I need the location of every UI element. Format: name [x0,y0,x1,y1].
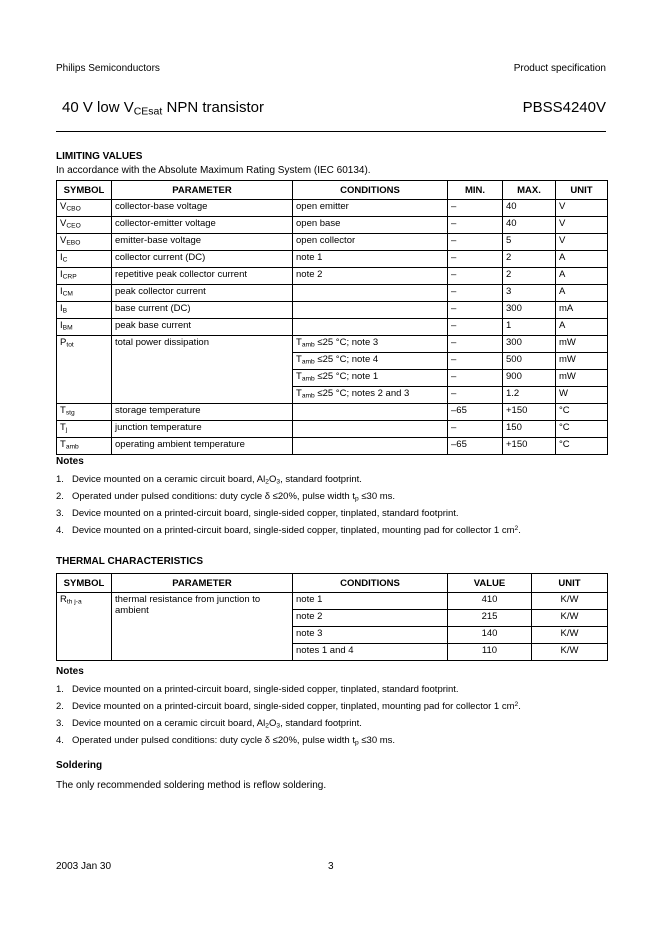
table-row [57,302,608,319]
symbol-cell [57,404,112,421]
parameter-cell: repetitive peak collector current [112,268,293,285]
limiting-values-table [56,180,608,455]
note-item [56,508,607,518]
symbol-subscript: stg [65,409,75,417]
max-cell: 1.2 [503,387,556,404]
table-row [57,200,608,217]
note-number: 4. [56,735,64,746]
note-subscript: 2 [265,722,269,730]
note-number: 1. [56,684,64,695]
soldering-heading: Soldering [56,760,103,771]
symbol-subscript: CBO [66,205,81,213]
conditions-cell [293,438,448,455]
conditions-cell [293,370,448,387]
table-row [57,319,608,336]
note-text: . [518,701,521,712]
min-cell: – [448,370,503,387]
conditions-cell: note 3 [293,627,448,644]
max-cell: 2 [503,251,556,268]
conditions-cell: notes 1 and 4 [293,644,448,661]
thermal-table [56,573,608,661]
parameter-cell: emitter-base voltage [112,234,293,251]
unit-cell: V [556,200,608,217]
symbol-subscript: j [65,426,68,434]
conditions-cell [293,302,448,319]
notes-section-2 [56,666,607,752]
parameter-cell: storage temperature [112,404,293,421]
parameter-cell: collector-base voltage [112,200,293,217]
conditions-cell [293,387,448,404]
symbol-letter: V [60,201,67,212]
unit-cell: °C [556,404,608,421]
footer-date: 2003 Jan 30 [56,861,112,872]
symbol-letter: I [60,286,63,297]
max-cell: 5 [503,234,556,251]
conditions-cell: open emitter [293,200,448,217]
notes-title: Notes [56,666,84,677]
condition-symbol: T [296,371,302,382]
note-item [56,684,607,694]
note-text: Device mounted on a printed-circuit board, single-sided copper, tinplated, standard footprint. [72,508,459,519]
note-item [56,491,607,501]
notes-section-1 [56,456,607,542]
unit-cell: K/W [532,610,608,627]
conditions-cell: note 2 [293,610,448,627]
table-row [57,217,608,234]
symbol-letter: I [60,269,63,280]
condition-text: ≤25 °C; note 3 [314,337,379,348]
document-type: Product specification [513,63,606,74]
parameter-cell: operating ambient temperature [112,438,293,455]
note-text: Device mounted on a printed-circuit board, single-sided copper, tinplated, mounting pad for collector 1 cm [72,525,515,536]
unit-cell: A [556,319,608,336]
condition-text: ≤25 °C; notes 2 and 3 [314,388,410,399]
min-cell: – [448,353,503,370]
max-cell: 1 [503,319,556,336]
symbol-subscript: CRP [62,273,77,281]
max-cell: +150 [503,404,556,421]
table-row [57,336,608,353]
symbol-letter: V [60,218,67,229]
note-item [56,718,607,728]
note-superscript: 2 [514,701,519,709]
symbol-subscript: BM [62,324,73,332]
note-subscript: p [355,495,359,503]
unit-cell: mA [556,302,608,319]
symbol-subscript: amb [65,443,79,451]
note-item [56,525,607,535]
min-cell: – [448,217,503,234]
max-cell: 300 [503,336,556,353]
unit-cell: W [556,387,608,404]
unit-cell: A [556,251,608,268]
note-number: 2. [56,701,64,712]
conditions-cell [293,319,448,336]
condition-symbol: T [296,388,302,399]
note-number: 2. [56,491,64,502]
column-header: SYMBOL [57,181,112,200]
min-cell: – [448,200,503,217]
min-cell: – [448,251,503,268]
note-text: ≤30 ms. [358,735,396,746]
note-text: Device mounted on a printed-circuit board, single-sided copper, tinplated, mounting pad for collector 1 cm [72,701,515,712]
condition-subscript: amb [301,341,315,349]
max-cell: 900 [503,370,556,387]
symbol-cell [57,217,112,234]
limiting-values-heading: LIMITING VALUES [56,151,143,162]
symbol-subscript: C [62,256,68,264]
symbol-letter: I [60,252,63,263]
min-cell: – [448,268,503,285]
column-header: MIN. [448,181,503,200]
symbol-letter: I [60,320,63,331]
unit-cell: A [556,285,608,302]
conditions-cell: note 1 [293,593,448,610]
column-header: VALUE [448,574,532,593]
symbol-letter: V [60,235,67,246]
symbol-subscript: CM [62,290,73,298]
parameter-cell: collector-emitter voltage [112,217,293,234]
symbol-cell [57,336,112,404]
condition-subscript: amb [301,375,315,383]
max-cell: 150 [503,421,556,438]
column-header: PARAMETER [112,181,293,200]
unit-cell: A [556,268,608,285]
symbol-subscript: EBO [66,239,81,247]
symbol-subscript: CEO [66,222,81,230]
condition-symbol: T [296,337,302,348]
value-cell: 140 [448,627,532,644]
company-name: Philips Semiconductors [56,63,160,74]
parameter-cell: thermal resistance from junction to ambient [112,593,293,661]
symbol-cell [57,200,112,217]
unit-cell: mW [556,336,608,353]
thermal-heading: THERMAL CHARACTERISTICS [56,556,204,567]
unit-cell: mW [556,370,608,387]
symbol-cell [57,319,112,336]
table-row [57,404,608,421]
unit-cell: °C [556,438,608,455]
note-text: O [268,474,277,485]
symbol-cell [57,251,112,268]
notes-title: Notes [56,456,84,467]
conditions-cell [293,421,448,438]
note-superscript: 2 [514,525,519,533]
symbol-letter: I [60,303,63,314]
conditions-cell: note 1 [293,251,448,268]
unit-cell: mW [556,353,608,370]
symbol-cell [57,421,112,438]
symbol-cell [57,302,112,319]
symbol-cell [57,234,112,251]
note-text: Operated under pulsed conditions: duty cycle δ ≤20%, pulse width t [72,735,355,746]
table-row [57,438,608,455]
note-subscript: 3 [276,478,281,486]
value-cell: 215 [448,610,532,627]
unit-cell: V [556,217,608,234]
table-header-row [57,574,608,593]
max-cell: 500 [503,353,556,370]
column-header: SYMBOL [57,574,112,593]
document-title: 40 V low $V_{CEsat}$ NPN transistor [62,99,265,118]
symbol-cell [57,268,112,285]
conditions-cell [293,353,448,370]
min-cell: – [448,234,503,251]
max-cell: 40 [503,217,556,234]
symbol-letter: T [60,439,66,450]
conditions-cell: open collector [293,234,448,251]
max-cell: 300 [503,302,556,319]
parameter-cell: peak collector current [112,285,293,302]
unit-cell: K/W [532,593,608,610]
note-text: Operated under pulsed conditions: duty cycle δ ≤20%, pulse width t [72,491,355,502]
note-subscript: p [355,739,359,747]
value-cell: 410 [448,593,532,610]
note-text: Device mounted on a ceramic circuit board, Al [72,474,266,485]
soldering-text: The only recommended soldering method is reflow soldering. [56,780,327,791]
conditions-cell [293,336,448,353]
limiting-values-intro: In accordance with the Absolute Maximum Rating System (IEC 60134). [56,165,371,176]
table-row [57,268,608,285]
table-row [57,593,608,610]
parameter-cell: base current (DC) [112,302,293,319]
column-header: PARAMETER [112,574,293,593]
min-cell: – [448,285,503,302]
note-text: , standard footprint. [280,718,362,729]
max-cell: 2 [503,268,556,285]
column-header: CONDITIONS [293,181,448,200]
condition-subscript: amb [301,358,315,366]
min-cell: –65 [448,404,503,421]
note-subscript: 3 [276,722,281,730]
parameter-cell: peak base current [112,319,293,336]
max-cell: +150 [503,438,556,455]
note-text: , standard footprint. [280,474,362,485]
symbol-subscript: B [62,307,68,315]
min-cell: – [448,336,503,353]
table-row [57,234,608,251]
table-header-row [57,181,608,200]
conditions-cell: note 2 [293,268,448,285]
unit-cell: °C [556,421,608,438]
table-row [57,251,608,268]
table-row [57,421,608,438]
column-header: UNIT [532,574,608,593]
note-text: Device mounted on a printed-circuit board, single-sided copper, tinplated, standard footprint. [72,684,459,695]
min-cell: – [448,302,503,319]
symbol-letter: T [60,405,66,416]
note-text: . [518,525,521,536]
note-text: Device mounted on a ceramic circuit board, Al [72,718,266,729]
page-number: 3 [328,861,334,872]
parameter-cell: junction temperature [112,421,293,438]
symbol-cell [57,593,112,661]
max-cell: 40 [503,200,556,217]
note-number: 4. [56,525,64,536]
note-number: 3. [56,718,64,729]
note-item [56,701,607,711]
parameter-cell: collector current (DC) [112,251,293,268]
unit-cell: K/W [532,644,608,661]
note-item [56,474,607,484]
min-cell: – [448,387,503,404]
conditions-cell: open base [293,217,448,234]
parameter-cell: total power dissipation [112,336,293,404]
symbol-subscript: th j-a [66,598,82,606]
column-header: MAX. [503,181,556,200]
min-cell: –65 [448,438,503,455]
part-number: PBSS4240V [522,99,606,116]
symbol-cell [57,438,112,455]
conditions-cell [293,404,448,421]
table-row [57,285,608,302]
note-text: ≤30 ms. [358,491,396,502]
symbol-letter: P [60,337,67,348]
condition-symbol: T [296,354,302,365]
symbol-letter: T [60,422,66,433]
symbol-subscript: tot [66,341,74,349]
value-cell: 110 [448,644,532,661]
symbol-cell [57,285,112,302]
unit-cell: K/W [532,627,608,644]
note-number: 3. [56,508,64,519]
note-subscript: 2 [265,478,269,486]
unit-cell: V [556,234,608,251]
conditions-cell [293,285,448,302]
min-cell: – [448,421,503,438]
note-text: O [268,718,277,729]
condition-text: ≤25 °C; note 1 [314,371,379,382]
min-cell: – [448,319,503,336]
max-cell: 3 [503,285,556,302]
symbol-letter: R [60,594,67,605]
note-number: 1. [56,474,64,485]
note-item [56,735,607,745]
title-bar [56,99,606,132]
condition-subscript: amb [301,392,315,400]
column-header: UNIT [556,181,608,200]
column-header: CONDITIONS [293,574,448,593]
condition-text: ≤25 °C; note 4 [314,354,379,365]
